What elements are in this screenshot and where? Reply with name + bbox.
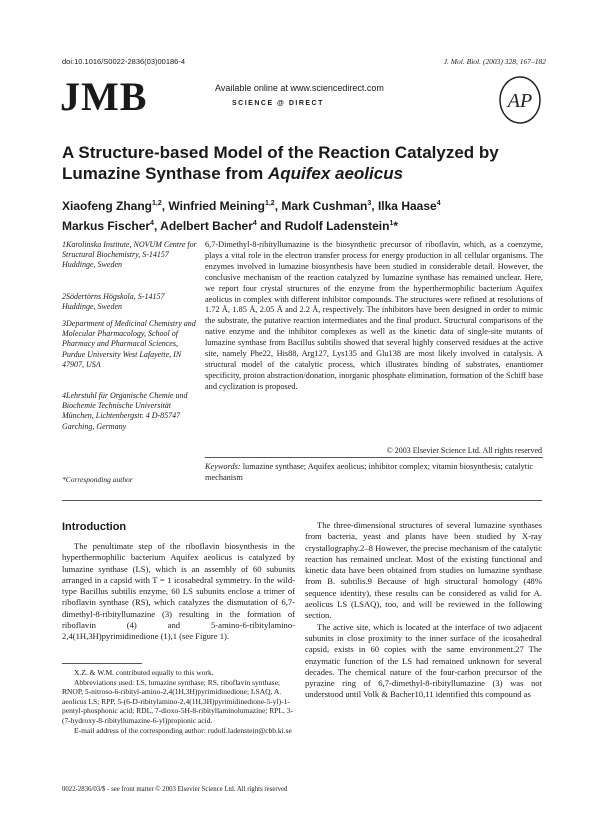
sciencedirect-logo: SCIENCE @ DIRECT: [232, 100, 324, 107]
available-online[interactable]: Available online at www.sciencedirect.com: [215, 83, 384, 93]
intro-paragraph: The penultimate step of the riboflavin biosynthesis in the hyperthermophilic bacterium Aquifex aeolicus is catalyzed by lumazine synthase (LS), which is an assembly of 60 subunits arranged in a capsid with T = 1 icosahedral symmetry. In the wild-type Bacillus subtilis enzyme, 60 LS subunits enclose a trimer of riboflavin synthase (RS), which catalyzes the dismutation of 6,7-dimethyl-8-ribityllumazine (3) resulting in the formation of riboflavin (4) and 5-amino-6-ribitylamino-2,4(1H,3H)pyrimidinedione (1),1 (see Figure 1).: [62, 541, 295, 642]
corresponding-author-note: *Corresponding author: [62, 475, 133, 484]
section-heading: Introduction: [62, 521, 127, 533]
divider: [62, 500, 542, 501]
journal-reference: J. Mol. Biol. (2003) 328, 167–182: [443, 57, 546, 66]
article-title: A Structure-based Model of the Reaction Catalyzed by Lumazine Synthase from Aquifex aeolicus: [62, 143, 499, 183]
abstract: 6,7-Dimethyl-8-ribityllumazine is the biosynthetic precursor of riboflavin, which, as a coenzyme, plays a vital role in the electron transfer process for energy production in all cellular organisms. The enzymes involved in lumazine biosynthesis have been studied in considerable detail. However, the conclusive mechanism of the reaction catalyzed by lumazine synthase has remained unclear. Here, we report four crystal structures of the enzyme from the hyperthermophilic bacterium Aquifex aeolicus in complex with different inhibitor compounds. The structures were refined at resolutions of 1.72 Å, 1.85 Å, 2.05 Å and 2.2 Å, respectively. The inhibitors have been designed in order to mimic the substrate, the putative reaction intermediates and the final product. Structural comparisons of the native enzyme and the inhibitor complexes as well as the kinetic data of single-site mutants of lumazine synthase from Bacillus subtilis showed that several highly conserved residues at the active site, namely Phe22, His88, Arg127, Lys135 and Glu138 are most likely involved in catalysis. A structural model of the catalytic process, which illustrates binding of substrates, enantiomer specificity, proton abstraction/donation, inorganic phosphate elimination, formation of the Schiff base and cyclization is proposed.: [205, 240, 543, 391]
page-footer: 0022-2836/03/$ - see front matter © 2003 Elsevier Science Ltd. All rights reserved: [62, 786, 288, 793]
publisher-logo: [497, 75, 543, 130]
journal-logo: JMB: [60, 74, 148, 119]
footnote-divider: [62, 663, 142, 664]
intro-column-1: [62, 541, 295, 643]
keywords-text: lumazine synthase; Aquifex aeolicus; inhibitor complex; vitamin biosynthesis; catalytic mechanism: [205, 462, 534, 482]
intro-paragraph: The three-dimensional structures of several lumazine synthases from bacteria, yeast and plants have been studied by X-ray crystallography.2–8 However, the precise mechanism of the catalytic reaction has remained unclear. Most of the existing functional and kinetic data have been obtained from studies on lumazine synthase from B. subtilis.9 Because of high structural homology (48% sequence identity), these results can be considered as valid for A. aeolicus LS (LSAQ), too, and will be reviewed in the following section.: [305, 520, 543, 621]
footnote-abbreviations: Abbreviations used: LS, lumazine synthase; RS, riboflavin synthase; RNOP, 5-nitroso-6-ribityl-amino-2,4(1H,3H)pyrimidinedione; LSAQ, A. aeolicus LS; RPP, 5-(6-D-ribitylamino-2,4(1H,3H)pyrimidinedione-5-yl)-1-pentyl-phosphonic acid; RDL, 7-dioxo-5H-8-ribityllaminolumazine; RPL, 3-(7-hydroxy-8-ribityllumazine-6-yl)propionic acid.: [62, 677, 294, 725]
author-list: Xiaofeng Zhang$^{1,2}$, Winfried Meining$^{1,2}$, Mark Cushman$^3$, Ilka Haase$^4$ Markus Fischer$^4$, Adelbert Bacher$^4$ and Rudolf Ladenstein$^1$*: [62, 199, 441, 233]
keywords: [205, 462, 543, 484]
publisher-logo-text: AP: [507, 90, 533, 112]
footnote-email[interactable]: E-mail address of the corresponding author: rudolf.ladenstein@cbb.ki.se: [74, 725, 292, 735]
footnote-equal: X.Z. & W.M. contributed equally to this work.: [74, 668, 214, 677]
footnotes: [62, 668, 295, 735]
affiliation-3: 3Department of Medicinal Chemistry and Molecular Pharmacology, School of Pharmacy and Pharmacal Sciences, Purdue University West Lafayette, IN 47907, USA: [62, 319, 196, 369]
doi: doi:10.1016/S0022-2836(03)00186-4: [62, 57, 186, 66]
keywords-label: Keywords:: [205, 462, 241, 471]
affiliation-4: 4Lehrstuhl für Organische Chemie und Biochemie Technische Universität München, Lichtenbergstr. 4 D-85747 Garching, Germany: [62, 391, 188, 431]
intro-paragraph: The active site, which is located at the interface of two adjacent subunits in close proximity to the inner surface of the icosahedral capsid, exists in 60 copies with the same environment.27 The enzymatic function of the LS had remained unknown for several decades. The chemical nature of the four-carbon precursor of the pyrazine ring of 6,7-dimethyl-8-ribityllumazine (3) was not understood until Volk & Bacher10,11 identified this compound as: [305, 621, 542, 700]
intro-column-2: [305, 520, 542, 701]
affiliation-1: 1Karolinska Institute, NOVUM Centre for Structural Biochemistry, S-14157 Huddinge, Sweden: [62, 240, 197, 270]
divider: [205, 457, 543, 458]
affiliation-2: 2Södertörns Högskola, S-14157 Huddinge, Sweden: [62, 292, 165, 312]
copyright: © 2003 Elsevier Science Ltd. All rights reserved: [386, 446, 542, 455]
